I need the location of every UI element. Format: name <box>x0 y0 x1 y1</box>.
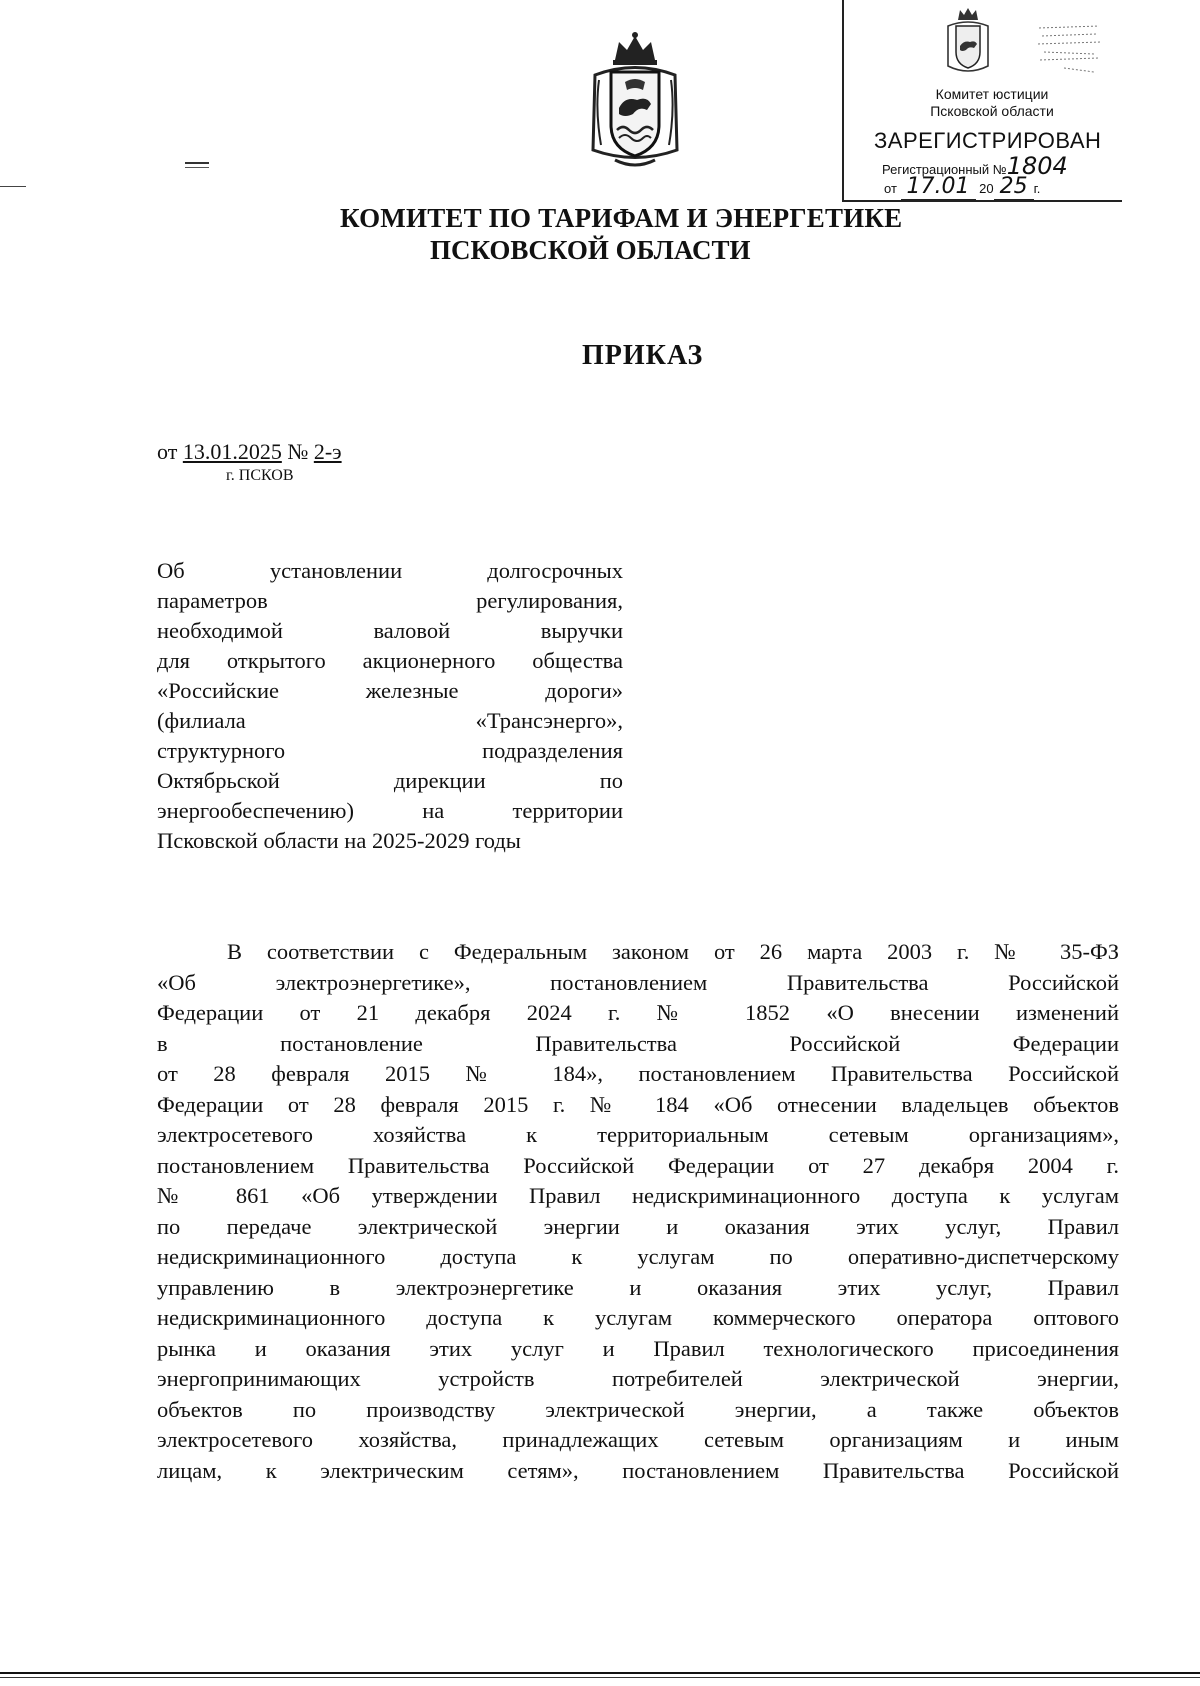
body-line: «Об электроэнергетике», постановлением Правительства Российской <box>157 969 1119 995</box>
stamp-year-prefix: 20 <box>979 181 994 196</box>
body-line: постановлением Правительства Российской Федерации от 27 декабря 2004 г. <box>157 1152 1119 1178</box>
stamp-date-prefix: от <box>884 181 897 196</box>
subject-line: Псковской области на 2025-2029 годы <box>157 828 521 853</box>
scan-mark <box>185 167 209 168</box>
body-line: недискриминационного доступа к услугам по оперативно-диспетчерскому <box>157 1244 1119 1269</box>
body-line: энергопринимающих устройств потребителей электрической энергии, <box>157 1366 1119 1391</box>
scan-mark <box>185 162 209 164</box>
body-line: Федерации от 28 февраля 2015 г. № 184 «Об отнесении владельцев объектов <box>157 1091 1119 1117</box>
stamp-date-value: 17.01 <box>901 174 976 200</box>
document-type-title: ПРИКАЗ <box>582 340 704 371</box>
stamp-org-line2: Псковской области <box>930 103 1054 119</box>
document-date-number <box>157 439 342 465</box>
body-line: рынка и оказания этих услуг и Правил технологического присоединения <box>157 1335 1119 1361</box>
body-line: недискриминационного доступа к услугам коммерческого оператора оптового <box>157 1305 1119 1330</box>
subject-line: необходимой валовой выручки <box>157 618 623 643</box>
body-line: от 28 февраля 2015 № 184», постановлением Правительства Российской <box>157 1061 1119 1086</box>
subject-line: Об установлении долгосрочных <box>157 558 623 583</box>
stamp-year-value: 25 <box>994 174 1034 200</box>
date-prefix: от <box>157 439 183 464</box>
document-date: 13.01.2025 <box>182 439 282 464</box>
stamp-org-line1: Комитет юстиции <box>935 86 1049 102</box>
number-prefix: № <box>281 439 314 464</box>
stamp-reg-number: 1804 <box>1006 152 1068 180</box>
body-line: в постановление Правительства Российской Федерации <box>157 1030 1119 1056</box>
stamp-year-suffix: г. <box>1033 181 1041 196</box>
organization-name-line1: КОМИТЕТ ПО ТАРИФАМ И ЭНЕРГЕТИКЕ <box>340 203 903 233</box>
body-line: по передаче электрической энергии и оказания этих услуг, Правил <box>157 1213 1119 1239</box>
body-line: управлению в электроэнергетике и оказания этих услуг, Правил <box>157 1274 1119 1300</box>
stamp-date <box>884 174 1041 199</box>
registration-stamp <box>842 0 1122 202</box>
subject-line: параметров регулирования, <box>157 588 623 613</box>
subject-line: (филиала «Трансэнерго», <box>157 708 623 733</box>
scan-mark <box>0 186 26 187</box>
body-line: Федерации от 21 декабря 2024 г. № 1852 «О внесении изменений <box>157 1000 1119 1025</box>
page-bottom-rule <box>0 1677 1200 1678</box>
coat-of-arms-emblem <box>585 30 685 170</box>
body-line: объектов по производству электрической энергии, а также объектов <box>157 1396 1119 1422</box>
document-number: 2-э <box>313 439 342 464</box>
document-subject <box>157 556 623 856</box>
document-body <box>157 937 1119 1486</box>
subject-line: структурного подразделения <box>157 738 623 763</box>
stamp-coat-of-arms-icon <box>942 6 994 76</box>
signature-scribble <box>1034 18 1104 78</box>
organization-name-line2: ПСКОВСКОЙ ОБЛАСТИ <box>430 235 751 265</box>
body-line: электросетевого хозяйства к территориальным сетевым организациям», <box>157 1122 1119 1147</box>
subject-line: энергообеспечению) на территории <box>157 798 623 823</box>
subject-line: для открытого акционерного общества <box>157 648 623 673</box>
stamp-reg-label: Регистрационный № <box>882 162 1007 177</box>
body-line: № 861 «Об утверждении Правил недискриминационного доступа к услугам <box>157 1183 1119 1208</box>
document-city: г. ПСКОВ <box>226 467 294 484</box>
stamp-status: ЗАРЕГИСТРИРОВАН <box>874 128 1102 153</box>
page-bottom-rule <box>0 1672 1200 1674</box>
body-line: лицам, к электрическим сетям», постановлением Правительства Российской <box>157 1457 1119 1483</box>
subject-line: Октябрьской дирекции по <box>157 768 623 793</box>
body-line: В соответствии с Федеральным законом от 26 марта 2003 г. № 35-ФЗ <box>227 939 1119 964</box>
body-line: электросетевого хозяйства, принадлежащих сетевым организациям и иным <box>157 1427 1119 1452</box>
subject-line: «Российские железные дороги» <box>157 678 623 703</box>
